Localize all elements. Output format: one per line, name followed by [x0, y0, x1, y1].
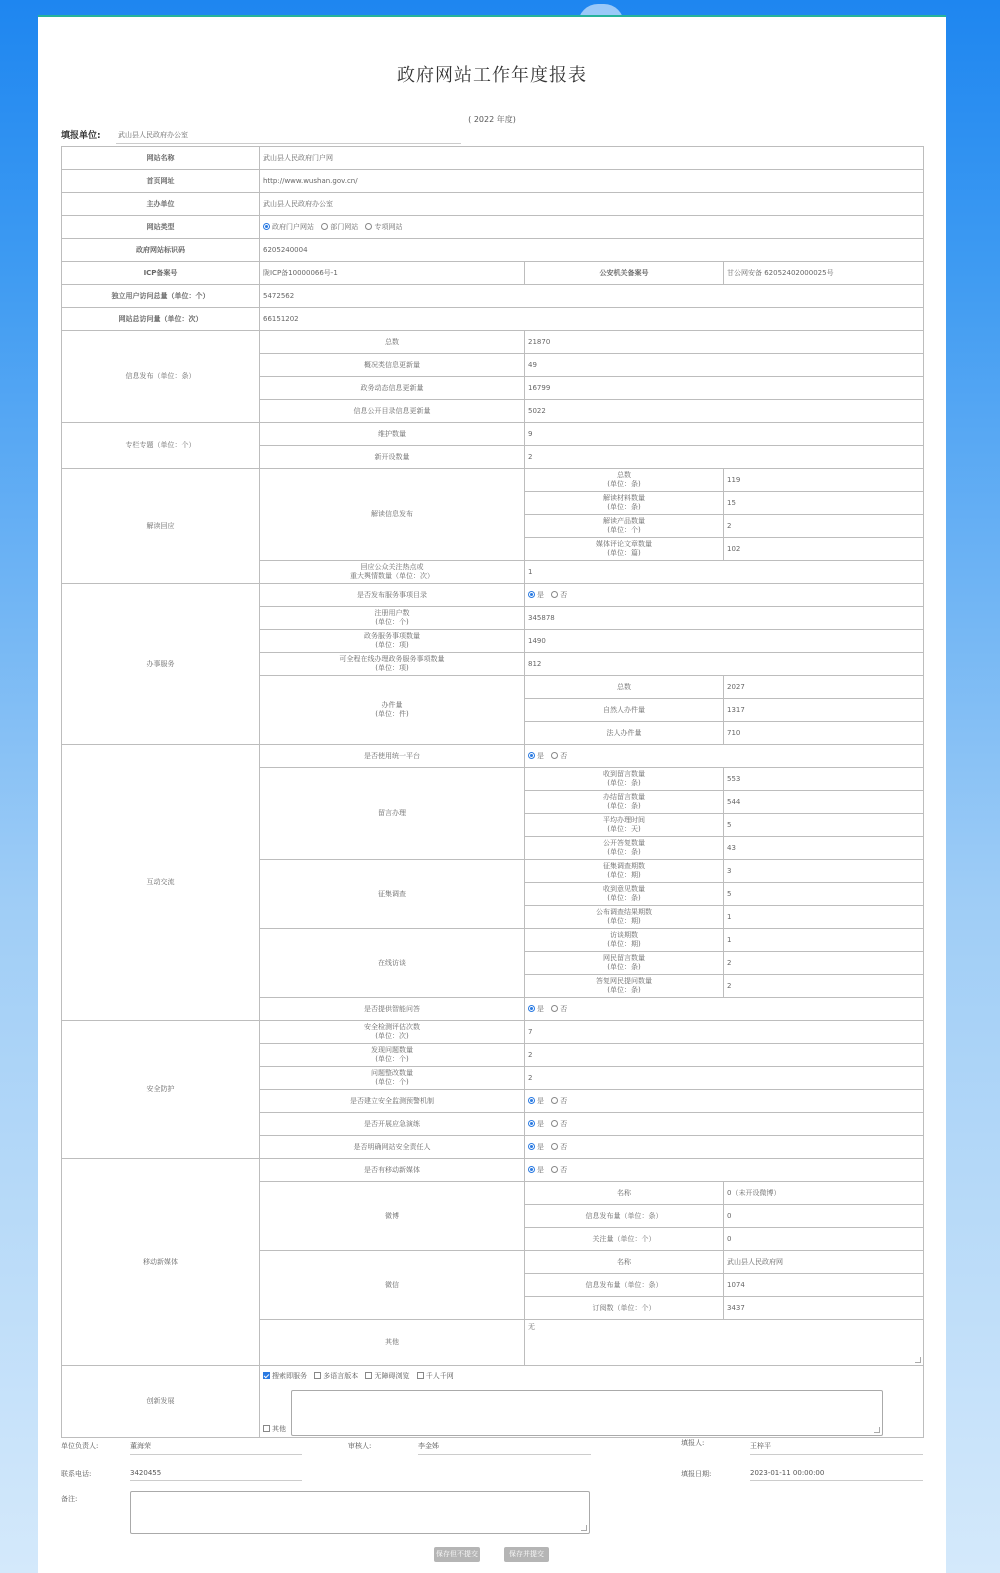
radio-icon[interactable] — [528, 752, 535, 759]
survey-row-field[interactable]: 5 — [724, 883, 924, 906]
security-check-radios — [525, 1136, 924, 1159]
interview-row-field[interactable]: 1 — [724, 929, 924, 952]
info-row-label: 概况类信息更新量 — [260, 354, 525, 377]
site-type-radios — [260, 216, 924, 239]
security-section-label: 安全防护 — [62, 1021, 260, 1159]
innov-section-label: 创新发展 — [62, 1366, 260, 1438]
table-row — [62, 193, 924, 216]
radio-icon[interactable] — [528, 1166, 535, 1173]
radio-icon[interactable] — [528, 1097, 535, 1104]
table-row — [62, 239, 924, 262]
innov-option[interactable]: 搜索即服务 — [263, 1372, 307, 1381]
media-has-radios — [525, 1159, 924, 1182]
msg-row-label: 平均办理时间 (单位：天) — [525, 814, 724, 837]
site-name-field[interactable]: 武山县人民政府门户网 — [260, 147, 924, 170]
work-row-field[interactable]: 2027 — [724, 676, 924, 699]
save-draft-button[interactable]: 保存但不提交 — [434, 1547, 480, 1562]
submit-button[interactable]: 保存并提交 — [504, 1547, 549, 1562]
work-row-field[interactable]: 710 — [724, 722, 924, 745]
site-id-label: 政府网站标识码 — [62, 239, 260, 262]
security-row-label: 问题整改数量 (单位：个) — [260, 1067, 525, 1090]
security-check-label: 是否建立安全监测预警机制 — [260, 1090, 525, 1113]
work-label: 办件量 (单位：件) — [260, 676, 525, 745]
service-section-label: 办事服务 — [62, 584, 260, 745]
work-row-label: 法人办件量 — [525, 722, 724, 745]
report-year: ( 2022 年度) — [468, 115, 516, 124]
radio-icon[interactable] — [551, 1120, 558, 1127]
qa-radios — [525, 998, 924, 1021]
date-label: 填报日期: — [681, 1470, 712, 1478]
column-section-label: 专栏专题（单位：个） — [62, 423, 260, 469]
checkbox-icon[interactable] — [365, 1372, 372, 1379]
security-row-field[interactable]: 7 — [525, 1021, 924, 1044]
service-row-label: 可全程在线办理政务服务事项数量 (单位：项) — [260, 653, 525, 676]
option-label: 部门网站 — [330, 222, 359, 231]
interp-section-label: 解读回应 — [62, 469, 260, 584]
info-section-label: 信息发布（单位：条） — [62, 331, 260, 423]
survey-label: 征集调查 — [260, 860, 525, 929]
memo-label: 备注: — [61, 1495, 78, 1503]
site-id-field[interactable]: 6205240004 — [260, 239, 924, 262]
radio-icon[interactable] — [528, 1005, 535, 1012]
wechat-row-label: 信息发布量（单位：条） — [525, 1274, 724, 1297]
info-row-field[interactable]: 5022 — [525, 400, 924, 423]
wechat-row-field[interactable]: 3437 — [724, 1297, 924, 1320]
head-label: 单位负责人: — [61, 1442, 99, 1450]
security-check-label: 是否开展应急演练 — [260, 1113, 525, 1136]
memo-textarea[interactable] — [130, 1491, 590, 1534]
service-row-label: 政务服务事项数量 (单位：项) — [260, 630, 525, 653]
interview-label: 在线访谈 — [260, 929, 525, 998]
platform-label: 是否使用统一平台 — [260, 745, 525, 768]
interview-row-label: 答复网民提问数量 (单位：条) — [525, 975, 724, 998]
no-option[interactable]: 否 — [551, 1143, 567, 1152]
interp-sub-label: 解读信息发布 — [260, 469, 525, 561]
head-field[interactable]: 董海荣 — [130, 1441, 302, 1455]
resize-grip-icon[interactable] — [581, 1525, 587, 1531]
table-row — [62, 745, 924, 768]
weibo-row-field[interactable]: 0 — [724, 1205, 924, 1228]
column-row-field[interactable]: 2 — [525, 446, 924, 469]
interview-row-field[interactable]: 2 — [724, 975, 924, 998]
weibo-label: 微博 — [260, 1182, 525, 1251]
innov-options — [263, 1372, 459, 1381]
wechat-row-label: 名称 — [525, 1251, 724, 1274]
interp-row-field[interactable]: 15 — [724, 492, 924, 515]
info-row-label: 信息公开目录信息更新量 — [260, 400, 525, 423]
table-row — [62, 331, 924, 354]
radio-icon[interactable] — [263, 223, 270, 230]
innov-option[interactable]: 千人千网 — [417, 1372, 454, 1381]
no-option[interactable]: 否 — [551, 591, 567, 600]
security-check-radios — [525, 1113, 924, 1136]
radio-icon[interactable] — [551, 1005, 558, 1012]
survey-row-label: 征集调查期数 (单位：期) — [525, 860, 724, 883]
sponsor-field[interactable]: 武山县人民政府办公室 — [260, 193, 924, 216]
date-field[interactable]: 2023-01-11 00:00:00 — [750, 1469, 923, 1481]
home-url-label: 首页网址 — [62, 170, 260, 193]
table-row — [62, 285, 924, 308]
interview-row-label: 访谈期数 (单位：期) — [525, 929, 724, 952]
radio-icon[interactable] — [365, 223, 372, 230]
report-sheet — [38, 15, 946, 1573]
icp-field[interactable]: 陇ICP备10000066号-1 — [260, 262, 525, 285]
uv-field[interactable]: 5472562 — [260, 285, 924, 308]
work-row-label: 自然人办件量 — [525, 699, 724, 722]
interp-row-field[interactable]: 102 — [724, 538, 924, 561]
media-section-label: 移动新媒体 — [62, 1159, 260, 1366]
service-row-field[interactable]: 1490 — [525, 630, 924, 653]
page-title: 政府网站工作年度报表 — [397, 65, 587, 86]
interp-row-field[interactable]: 119 — [724, 469, 924, 492]
msg-row-field[interactable]: 43 — [724, 837, 924, 860]
filler-field[interactable]: 王梓平 — [750, 1441, 923, 1455]
table-row — [62, 423, 924, 446]
platform-radios — [525, 745, 924, 768]
table-row — [62, 1159, 924, 1182]
weibo-row-label: 关注量（单位：个） — [525, 1228, 724, 1251]
msg-row-label: 公开答复数量 (单位：条) — [525, 837, 724, 860]
sponsor-label: 主办单位 — [62, 193, 260, 216]
table-row — [62, 170, 924, 193]
info-row-label: 政务动态信息更新量 — [260, 377, 525, 400]
msg-row-label: 办结留言数量 (单位：条) — [525, 791, 724, 814]
info-row-field[interactable]: 49 — [525, 354, 924, 377]
table-row — [62, 1366, 924, 1438]
site-type-option[interactable] — [263, 223, 314, 232]
radio-icon[interactable] — [551, 1097, 558, 1104]
wechat-row-field[interactable]: 1074 — [724, 1274, 924, 1297]
police-label: 公安机关备案号 — [525, 262, 724, 285]
innov-option[interactable]: 多语言版本 — [314, 1372, 358, 1381]
checkbox-icon[interactable] — [263, 1372, 270, 1379]
column-row-label: 维护数量 — [260, 423, 525, 446]
security-check-label: 是否明确网站安全责任人 — [260, 1136, 525, 1159]
service-row-field[interactable]: 345878 — [525, 607, 924, 630]
site-type-option[interactable] — [365, 223, 402, 232]
filler-label: 填报人: — [681, 1439, 705, 1447]
interact-section-label: 互动交流 — [62, 745, 260, 1021]
survey-row-field[interactable]: 1 — [724, 906, 924, 929]
survey-row-field[interactable]: 3 — [724, 860, 924, 883]
yes-option[interactable]: 是 — [528, 1120, 544, 1129]
innov-other-option[interactable]: 其他 — [263, 1425, 286, 1434]
checkbox-icon[interactable] — [263, 1425, 270, 1432]
fill-unit-input[interactable]: 武山县人民政府办公室 — [116, 130, 461, 144]
checkbox-icon[interactable] — [314, 1372, 321, 1379]
table-row — [62, 584, 924, 607]
site-name-label: 网站名称 — [62, 147, 260, 170]
no-option[interactable]: 否 — [551, 1120, 567, 1129]
msg-row-field[interactable]: 553 — [724, 768, 924, 791]
column-row-field[interactable]: 9 — [525, 423, 924, 446]
work-row-label: 总数 — [525, 676, 724, 699]
table-row — [62, 147, 924, 170]
wechat-label: 微信 — [260, 1251, 525, 1320]
innov-option[interactable]: 无障碍浏览 — [365, 1372, 409, 1381]
radio-icon[interactable] — [528, 1120, 535, 1127]
yes-option[interactable]: 是 — [528, 752, 544, 761]
yes-option[interactable]: 是 — [528, 1143, 544, 1152]
no-option[interactable]: 否 — [551, 752, 567, 761]
phone-field[interactable]: 3420455 — [130, 1469, 302, 1481]
security-row-field[interactable]: 2 — [525, 1044, 924, 1067]
yes-option[interactable]: 是 — [528, 1097, 544, 1106]
interview-row-field[interactable]: 2 — [724, 952, 924, 975]
media-other-textarea[interactable] — [525, 1320, 924, 1366]
yes-option[interactable]: 是 — [528, 1166, 544, 1175]
no-option[interactable]: 否 — [551, 1005, 567, 1014]
security-row-label: 安全检测评估次数 (单位：次) — [260, 1021, 525, 1044]
resize-grip-icon[interactable] — [915, 1357, 921, 1363]
table-row — [62, 308, 924, 331]
interp-row-label: 解读材料数量 (单位：条) — [525, 492, 724, 515]
innov-cell — [260, 1366, 924, 1438]
no-option[interactable]: 否 — [551, 1166, 567, 1175]
interp-row-field[interactable]: 2 — [724, 515, 924, 538]
msg-label: 留言办理 — [260, 768, 525, 860]
radio-icon[interactable] — [528, 591, 535, 598]
service-catalog-label: 是否发布服务事项目录 — [260, 584, 525, 607]
home-url-field[interactable]: http://www.wushan.gov.cn/ — [260, 170, 924, 193]
interview-row-label: 网民留言数量 (单位：条) — [525, 952, 724, 975]
weibo-row-field[interactable]: 0（未开设微博） — [724, 1182, 924, 1205]
info-row-label: 总数 — [260, 331, 525, 354]
uv-label: 独立用户访问总量（单位：个） — [62, 285, 260, 308]
site-type-option[interactable] — [321, 223, 358, 232]
radio-icon[interactable] — [321, 223, 328, 230]
media-has-label: 是否有移动新媒体 — [260, 1159, 525, 1182]
yes-option[interactable]: 是 — [528, 591, 544, 600]
info-row-field[interactable]: 16799 — [525, 377, 924, 400]
interp-row-label: 媒体评论文章数量 (单位：篇) — [525, 538, 724, 561]
info-row-field[interactable]: 21870 — [525, 331, 924, 354]
qa-label: 是否提供智能问答 — [260, 998, 525, 1021]
report-table — [61, 146, 924, 1438]
media-other-value: 无 — [528, 1323, 535, 1331]
site-type-label: 网站类型 — [62, 216, 260, 239]
radio-icon[interactable] — [551, 1166, 558, 1173]
msg-row-field[interactable]: 544 — [724, 791, 924, 814]
option-label: 专项网站 — [374, 222, 403, 231]
yes-option[interactable]: 是 — [528, 1005, 544, 1014]
auditor-field[interactable]: 李金姊 — [418, 1441, 591, 1455]
interp-resp-field[interactable]: 1 — [525, 561, 924, 584]
interp-resp-label: 回应公众关注热点或 重大舆情数量（单位：次） — [260, 561, 525, 584]
column-row-label: 新开设数量 — [260, 446, 525, 469]
service-row-field[interactable]: 812 — [525, 653, 924, 676]
option-label: 政府门户网站 — [272, 222, 314, 231]
survey-row-label: 公布调查结果期数 (单位：期) — [525, 906, 724, 929]
security-check-radios — [525, 1090, 924, 1113]
checkbox-icon[interactable] — [417, 1372, 424, 1379]
table-row — [62, 262, 924, 285]
pv-label: 网站总访问量（单位：次） — [62, 308, 260, 331]
resize-grip-icon[interactable] — [874, 1427, 880, 1433]
table-row — [62, 1021, 924, 1044]
weibo-row-label: 名称 — [525, 1182, 724, 1205]
interp-row-label: 解读产品数量 (单位：个) — [525, 515, 724, 538]
wechat-row-label: 订阅数（单位：个） — [525, 1297, 724, 1320]
interp-row-label: 总数 (单位：条) — [525, 469, 724, 492]
icp-label: ICP备案号 — [62, 262, 260, 285]
no-option[interactable]: 否 — [551, 1097, 567, 1106]
radio-icon[interactable] — [528, 1143, 535, 1150]
innov-textarea[interactable] — [291, 1390, 883, 1436]
security-row-field[interactable]: 2 — [525, 1067, 924, 1090]
auditor-label: 审核人: — [348, 1442, 372, 1450]
phone-label: 联系电话: — [61, 1470, 92, 1478]
fill-unit-label: 填报单位: — [61, 131, 101, 141]
police-field[interactable]: 甘公网安备 62052402000025号 — [724, 262, 924, 285]
radio-icon[interactable] — [551, 752, 558, 759]
weibo-row-field[interactable]: 0 — [724, 1228, 924, 1251]
msg-row-label: 收到留言数量 (单位：条) — [525, 768, 724, 791]
pv-field[interactable]: 66151202 — [260, 308, 924, 331]
radio-icon[interactable] — [551, 591, 558, 598]
msg-row-field[interactable]: 5 — [724, 814, 924, 837]
wechat-row-field[interactable]: 武山县人民政府网 — [724, 1251, 924, 1274]
media-other-label: 其他 — [260, 1320, 525, 1366]
survey-row-label: 收到意见数量 (单位：条) — [525, 883, 724, 906]
radio-icon[interactable] — [551, 1143, 558, 1150]
weibo-row-label: 信息发布量（单位：条） — [525, 1205, 724, 1228]
table-row — [62, 469, 924, 492]
service-row-label: 注册用户数 (单位：个) — [260, 607, 525, 630]
table-row — [62, 216, 924, 239]
work-row-field[interactable]: 1317 — [724, 699, 924, 722]
security-row-label: 发现问题数量 (单位：个) — [260, 1044, 525, 1067]
service-catalog-radios — [525, 584, 924, 607]
